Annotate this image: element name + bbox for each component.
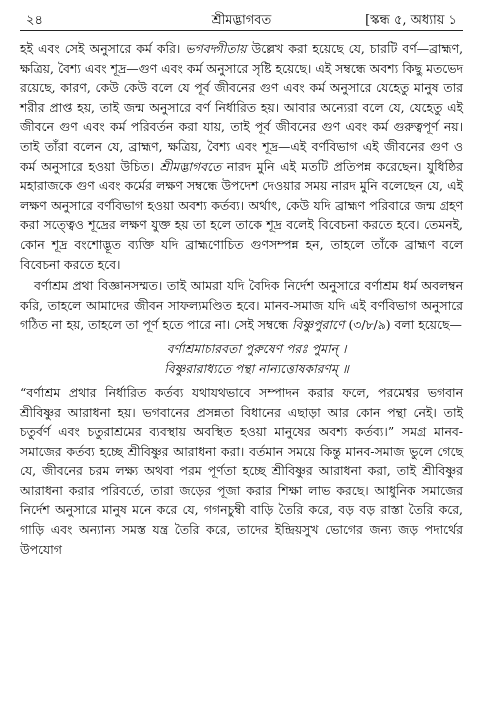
text-run: নারদ মুনি এই মতটি প্রতিপন্ন করেছেন। যুধিষ্ঠির মহারাজকে গুণ এবং কর্মের লক্ষণ সম্বন্ধে উপদেশ দেওয়ার সময় নারদ মুনি বলেছেন যে, এই লক্ষণ অনুসারে বর্ণবিভাগ হওয়া অবশ্য কর্তব্য। অর্থাৎ, কেউ যদি ব্রাহ্মণ পরিবারে জন্ম গ্রহণ করা সত্ত্বেও শূদ্রের লক্ষণ যুক্ত হয় তা হলে তাকে শূদ্র বলেই বিবেচনা করতে হবে। তেমনই, কোন শূদ্র বংশোদ্ভূত ব্যক্তি যদি ব্রাহ্মণোচিত গুণসম্পন্ন হন, তাহলে তাঁকে ব্রাহ্মণ বলে বিবেচনা করতে হবে। (20, 158, 463, 272)
paragraph-1 (20, 39, 463, 274)
book-reference-vishnu-purana: বিষ্ণুপুরাণে (292, 317, 345, 333)
text-run: হই এবং সেই অনুসারে কর্ম করি। (20, 41, 186, 56)
text-run: (৩/৮/৯) বলা হয়েছে— (344, 317, 462, 333)
book-reference-bhagavatam: শ্রীমদ্ভাগবতে (159, 158, 222, 174)
verse-line-1: বর্ণাশ্রমাচারবতা পুরুষেণ পরঃ পুমান্ । (166, 340, 347, 356)
paragraph-3: “বর্ণাশ্রম প্রথার নির্ধারিত কর্তব্য যথাযথভাবে সম্পাদন করার ফলে, পরমেশ্বর ভগবান শ্রীবিষ্ণুর আরাধনা হয়। ভগবানের প্রসন্নতা বিধানের এছাড়া আর কোন পন্থা নেই। তাই চতুর্বর্ণ এবং চতুরাশ্রমের ব্যবস্থায় অবস্থিত হওয়া মানুষের অবশ্য কর্তব্য।” সমগ্র মানব-সমাজের কর্তব্য হচ্ছে শ্রীবিষ্ণুর আরাধনা করা। বর্তমান সময়ে কিন্তু মানব-সমাজ ভুলে গেছে যে, জীবনের চরম লক্ষ্য অথবা পরম পূর্ণতা হচ্ছে শ্রীবিষ্ণুর আরাধনা করা, তাই শ্রীবিষ্ণুর আরাধনা করার পরিবর্তে, তারা জড়ের পূজা করার শিক্ষা লাভ করছে। আধুনিক সমাজের নির্দেশ অনুসারে মানুষ মনে করে যে, গগনচুম্বী বাড়ি তৈরি করে, বড় বড় রাস্তা তৈরি করে, গাড়ি এবং অন্যান্য সমস্ত যন্ত্র তৈরি করে, তাদের ইন্দ্রিয়সুখ ভোগের জন্য জড় পদার্থের উপযোগ (20, 384, 463, 557)
text-run: বর্ণাশ্রম প্রথা বিজ্ঞানসম্মত। তাই আমরা যদি বৈদিক নির্দেশ অনুসারে বর্ণাশ্রম ধর্ম অবলম্বন করি, তাহলে আমাদের জীবন সাফল্যমণ্ডিত হবে। মানব-সমাজ যদি এই বর্ণবিভাগ অনুসারে গঠিত না হয়, তাহলে তা পূর্ণ হতে পারে না। সেই সম্বন্ধে (20, 278, 463, 333)
book-reference-gita: ভগবদ্গীতায় (185, 41, 247, 56)
section-reference: [স্কন্ধ ৫, অধ্যায় ১ (365, 13, 457, 28)
book-title: শ্রীমদ্ভাগবত (211, 13, 272, 28)
paragraph-2 (20, 276, 463, 335)
page-header (20, 8, 463, 31)
text-run: উল্লেখ করা হয়েছে যে, চারটি বর্ণ—ব্রাহ্মণ, ক্ষত্রিয়, বৈশ্য এবং শূদ্র—গুণ এবং কর্ম অনুসারে সৃষ্টি হয়েছে। এই সম্বন্ধে অবশ্য কিছু মতভেদ রয়েছে, কারণ, কেউ কেউ বলে যে পূর্ব জীবনের গুণ এবং কর্ম অনুসারে যেহেতু মানুষ তার শরীর প্রাপ্ত হয়, তাই জন্ম অনুসারে বর্ণ নির্ধারিত হয়। আবার অন্যেরা বলে যে, যেহেতু এই জীবনে গুণ এবং কর্ম পরিবর্তন করা যায়, তাই পূর্ব জীবনের গুণ এবং কর্ম গুরুত্বপূর্ণ নয়। তাই তাঁরা বলেন যে, ব্রাহ্মণ, ক্ষত্রিয়, বৈশ্য এবং শূদ্র—এই বর্ণবিভাগ এই জীবনের গুণ ও কর্ম অনুসারে হওয়া উচিত। (20, 41, 464, 174)
page-body (20, 39, 463, 559)
verse-line-2: বিষ্ণুরারাধ্যতে পন্থা নান্যত্তোষকারণম্ ॥ (164, 360, 349, 376)
sanskrit-verse (20, 339, 463, 379)
page-number: ২৪ (26, 13, 43, 28)
